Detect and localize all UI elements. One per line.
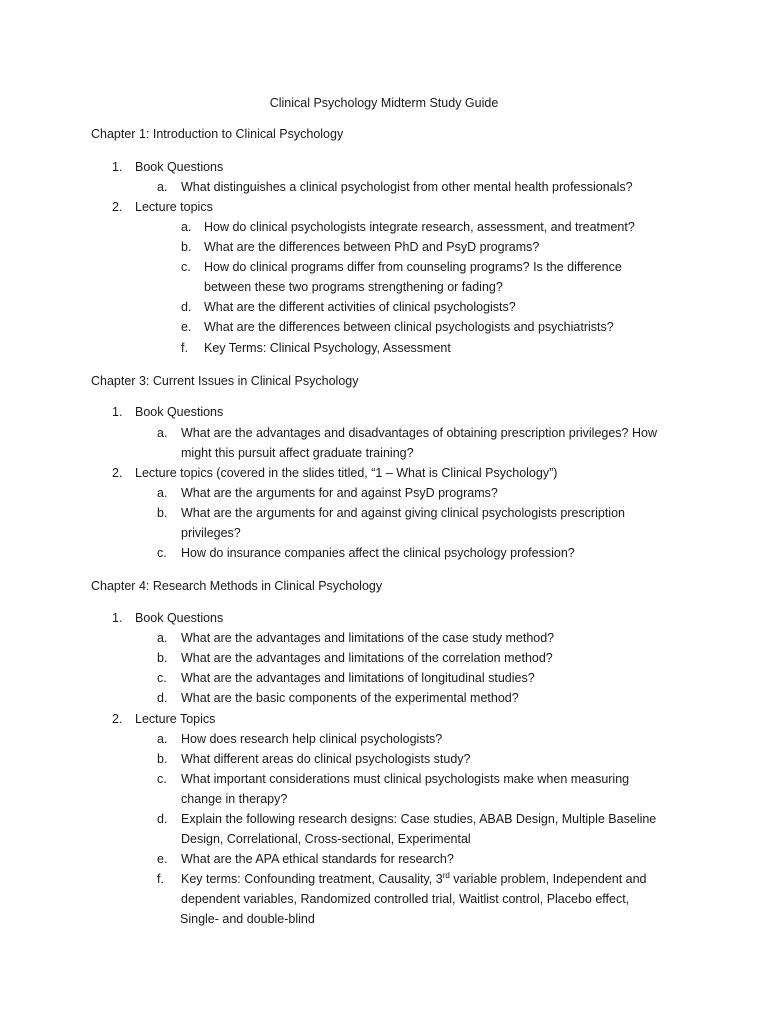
ch3-lecture-topics-label: Lecture topics (covered in the slides titled, “1 – What is Clinical Psychology”) (135, 466, 558, 480)
document-title: Clinical Psychology Midterm Study Guide (269, 96, 499, 110)
ch1-lt-e-marker: e. (181, 320, 192, 334)
ch4-lt-e-marker: e. (157, 852, 168, 866)
ch4-lt-d-marker: d. (157, 812, 168, 826)
ch1-lt-a-marker: a. (181, 220, 192, 234)
ch1-lt-c-text-line1: How do clinical programs differ from counseling programs? Is the difference (204, 260, 622, 274)
ch1-lt-c-marker: c. (181, 260, 191, 274)
ch1-lt-d-marker: d. (181, 300, 192, 314)
ch4-bq-b-marker: b. (157, 651, 168, 665)
ch4-lt-e-text: What are the APA ethical standards for research? (181, 852, 454, 866)
ch3-bq-a-marker: a. (157, 426, 168, 440)
ch4-lt-f-text-line1-part1: Key terms: Confounding treatment, Causality, 3 (181, 872, 443, 886)
ch4-lt-f-marker: f. (157, 872, 164, 886)
ch1-lecture-topics-label: Lecture topics (135, 200, 213, 214)
ch4-lt-d-text-line1: Explain the following research designs: Case studies, ABAB Design, Multiple Baseline (181, 812, 657, 826)
ch1-lt-b-marker: b. (181, 240, 192, 254)
ch4-bq-a-text: What are the advantages and limitations of the case study method? (181, 631, 555, 645)
ch1-item-2-number: 2. (112, 200, 123, 214)
ch1-lt-b-text: What are the differences between PhD and PsyD programs? (204, 240, 540, 254)
ch4-lt-a-text: How does research help clinical psychologists? (181, 732, 443, 746)
ch4-lt-f-text-line1-part2: variable problem, Independent and (449, 872, 647, 886)
chapter-4-heading: Chapter 4: Research Methods in Clinical Psychology (91, 579, 383, 593)
ch1-bq-a-marker: a. (157, 180, 168, 194)
ch4-bq-d-text: What are the basic components of the experimental method? (181, 691, 519, 705)
ch1-bq-a-text: What distinguishes a clinical psychologist from other mental health professionals? (181, 180, 633, 194)
ch4-bq-b-text: What are the advantages and limitations of the correlation method? (181, 651, 553, 665)
ch1-lt-a-text: How do clinical psychologists integrate research, assessment, and treatment? (204, 220, 635, 234)
ch1-lt-e-text: What are the differences between clinical psychologists and psychiatrists? (204, 320, 614, 334)
ch3-lt-c-marker: c. (157, 546, 167, 560)
ch4-lt-b-text: What different areas do clinical psychologists study? (181, 752, 471, 766)
chapter-3-heading: Chapter 3: Current Issues in Clinical Psychology (91, 374, 359, 388)
ch1-lt-f-text: Key Terms: Clinical Psychology, Assessment (204, 341, 451, 355)
ch4-lt-f-text-line2: dependent variables, Randomized controlled trial, Waitlist control, Placebo effect, (181, 892, 630, 906)
ch4-item-1-number: 1. (112, 611, 123, 625)
ordinal-superscript: rd (442, 870, 450, 880)
ch1-item-1-number: 1. (112, 160, 123, 174)
ch4-item-2-number: 2. (112, 712, 123, 726)
ch4-bq-c-marker: c. (157, 671, 167, 685)
ch4-book-questions-label: Book Questions (135, 611, 224, 625)
ch4-lt-a-marker: a. (157, 732, 168, 746)
ch4-lt-f-text-line3: Single- and double-blind (180, 912, 315, 926)
ch3-book-questions-label: Book Questions (135, 405, 224, 419)
ch3-item-2-number: 2. (112, 466, 123, 480)
ch3-lt-a-text: What are the arguments for and against PsyD programs? (181, 486, 498, 500)
ch3-lt-a-marker: a. (157, 486, 168, 500)
ch3-lt-b-text-line1: What are the arguments for and against giving clinical psychologists prescription (181, 506, 625, 520)
chapter-1-heading: Chapter 1: Introduction to Clinical Psychology (91, 127, 344, 141)
ch3-lt-c-text: How do insurance companies affect the clinical psychology profession? (181, 546, 575, 560)
ch3-bq-a-text-line1: What are the advantages and disadvantages of obtaining prescription privileges? How (181, 426, 657, 440)
ch4-bq-c-text: What are the advantages and limitations of longitudinal studies? (181, 671, 535, 685)
ch4-lt-f-text-line1 (181, 871, 647, 887)
ch4-lt-c-text-line1: What important considerations must clinical psychologists make when measuring (181, 772, 630, 786)
ch4-lt-b-marker: b. (157, 752, 168, 766)
ch3-lt-b-text-line2: privileges? (181, 526, 241, 540)
ch4-bq-a-marker: a. (157, 631, 168, 645)
ch3-bq-a-text-line2: might this pursuit affect graduate training? (181, 446, 414, 460)
ch1-lt-c-text-line2: between these two programs strengthening or fading? (204, 280, 503, 294)
ch4-lt-c-text-line2: change in therapy? (181, 792, 288, 806)
ch3-lt-b-marker: b. (157, 506, 168, 520)
ch4-lt-c-marker: c. (157, 772, 167, 786)
ch4-bq-d-marker: d. (157, 691, 168, 705)
ch4-lt-d-text-line2: Design, Correlational, Cross-sectional, Experimental (181, 832, 471, 846)
ch4-lecture-topics-label: Lecture Topics (135, 712, 216, 726)
ch3-item-1-number: 1. (112, 405, 123, 419)
ch1-book-questions-label: Book Questions (135, 160, 224, 174)
ch1-lt-f-marker: f. (181, 341, 188, 355)
ch1-lt-d-text: What are the different activities of clinical psychologists? (204, 300, 516, 314)
